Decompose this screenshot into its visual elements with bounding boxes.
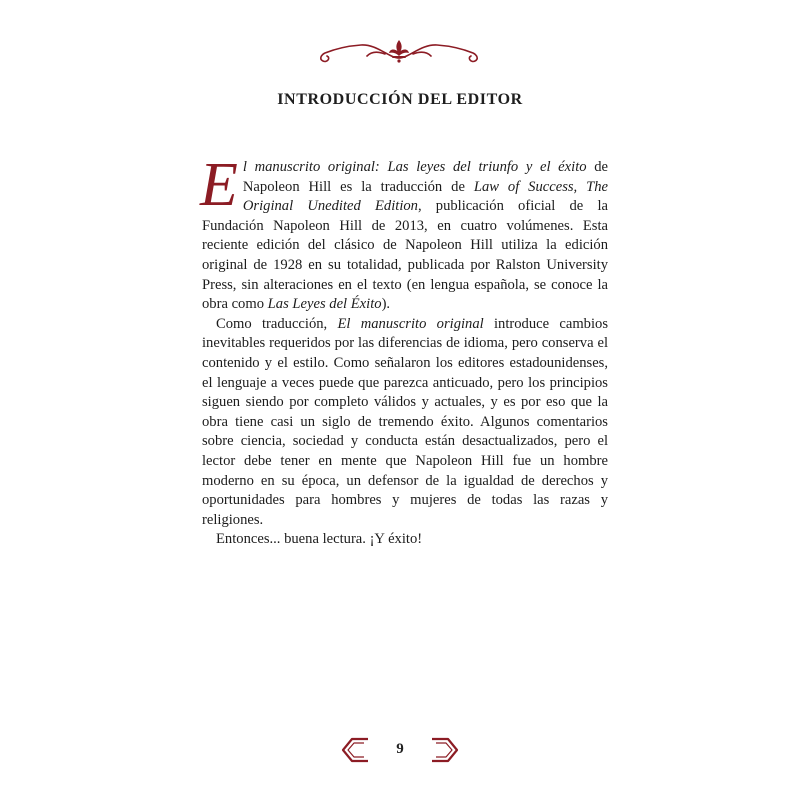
body-text — [200, 151, 609, 550]
paragraph-text: , publicación oficial de la Fundación Napoleon Hill de 2013, en cuatro volúmenes. Esta reciente edición del clásico de Napoleon Hill utiliza la edición original de 1928 en su totalidad, publicada por Ralston University Press, sin alteraciones en el texto (en lengua española, se conoce la obra como — [202, 198, 608, 313]
bracket-left-icon — [343, 739, 368, 761]
paragraph-2 — [202, 315, 608, 531]
spanish-title-italic: Las Leyes del Éxito — [267, 296, 382, 313]
original-title-italic: Law of Success, The Original Unedited Edition — [242, 178, 608, 215]
paragraph-1 — [200, 151, 608, 315]
book-title-italic: El manuscrito original — [337, 315, 484, 332]
flourish-ornament-icon — [315, 36, 483, 66]
paragraph-text: ). — [381, 296, 391, 313]
paragraph-text: Entonces... buena lectura. ¡Y éxito! — [216, 531, 423, 548]
paragraph-text: Como traducción, — [216, 315, 338, 332]
bracket-right-icon — [432, 739, 457, 761]
paragraph-3 — [202, 530, 608, 550]
paragraph-text: introduce cambios inevitables requeridos por las diferencias de idioma, pero conserva el contenido y el estilo. Como señalaron los editores estadounidenses, el lenguaje a veces puede que parezca anticuado, pero los principios siguen siendo por completo válidos y actuales, y es por eso que la obra tiene casi un siglo de tremendo éxito. Algunos comentarios sobre ciencia, sociedad y conducta están desactualizados, pero el lector debe tener en mente que Napoleon Hill fue un hombre moderno en su época, un defensor de la igualdad de derechos y oportunidades para hombres y mujeres de todas las razas y religiones. — [202, 315, 609, 528]
page-number: 9 — [396, 741, 404, 757]
book-title-italic: l manuscrito original: Las leyes del triunfo y el éxito — [242, 159, 587, 175]
paragraph-text: de Napoleon Hill es la traducción de — [242, 159, 608, 195]
chapter-title: INTRODUCCIÓN DEL EDITOR — [277, 91, 523, 108]
drop-cap: E — [200, 151, 238, 219]
